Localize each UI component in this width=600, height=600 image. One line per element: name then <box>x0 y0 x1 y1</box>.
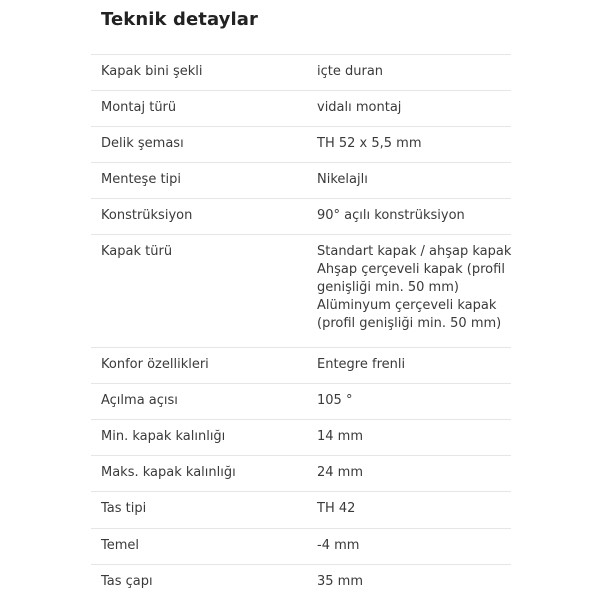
spec-value <box>317 171 517 189</box>
spec-value <box>317 500 517 518</box>
spec-value-line: TH 42 <box>317 501 356 516</box>
spec-value <box>317 135 517 153</box>
spec-value-line: (profil genişliği min. 50 mm) <box>317 316 502 331</box>
spec-label: Tas çapı <box>101 574 153 589</box>
spec-row-acilma-acisi <box>91 383 511 419</box>
spec-value-line: Standart kapak / ahşap kapak <box>317 244 512 259</box>
spec-value-line: içte duran <box>317 64 384 79</box>
spec-row-mentese-tipi <box>91 162 511 198</box>
spec-value <box>317 537 517 555</box>
spec-label: Menteşe tipi <box>101 172 182 187</box>
spec-label: Delik şeması <box>101 136 184 151</box>
spec-value <box>317 63 517 81</box>
spec-value-line: Alüminyum çerçeveli kapak <box>317 298 497 313</box>
spec-row-maks-kapak-kalinligi <box>91 455 511 491</box>
spec-label: Konfor özellikleri <box>101 357 209 372</box>
spec-row-tas-tipi <box>91 491 511 528</box>
spec-row-temel <box>91 528 511 564</box>
spec-value <box>317 392 517 410</box>
spec-row-konstruksiyon <box>91 198 511 234</box>
spec-value-line: Ahşap çerçeveli kapak (profil <box>317 262 505 277</box>
spec-value <box>317 464 517 482</box>
spec-value-line: Nikelajlı <box>317 172 368 187</box>
spec-value-line: 90° açılı konstrüksiyon <box>317 208 465 223</box>
section-title: Teknik detaylar <box>101 9 259 30</box>
spec-label: Konstrüksiyon <box>101 208 193 223</box>
spec-label: Montaj türü <box>101 100 177 115</box>
spec-value-line: 24 mm <box>317 465 364 480</box>
spec-value-line: 14 mm <box>317 429 364 444</box>
spec-table <box>91 54 511 600</box>
spec-value-line: -4 mm <box>317 538 360 553</box>
spec-row-montaj-turu <box>91 90 511 126</box>
spec-value <box>317 243 517 333</box>
spec-label: Kapak türü <box>101 244 173 259</box>
spec-value-line: vidalı montaj <box>317 100 402 115</box>
spec-value-line: genişliği min. 50 mm) <box>317 280 459 295</box>
spec-label: Maks. kapak kalınlığı <box>101 465 236 480</box>
spec-row-kapak-bini-sekli <box>91 54 511 90</box>
spec-value <box>317 99 517 117</box>
spec-row-kapak-turu <box>91 234 511 347</box>
spec-row-konfor-ozellikleri <box>91 347 511 383</box>
spec-value-line: 105 ° <box>317 393 353 408</box>
spec-value <box>317 356 517 374</box>
spec-value-line: TH 52 x 5,5 mm <box>317 136 422 151</box>
spec-value <box>317 428 517 446</box>
spec-row-delik-semasi <box>91 126 511 162</box>
spec-value <box>317 573 517 591</box>
spec-value-line: 35 mm <box>317 574 364 589</box>
spec-row-min-kapak-kalinligi <box>91 419 511 455</box>
spec-row-tas-capi <box>91 564 511 600</box>
spec-value <box>317 207 517 225</box>
spec-label: Tas tipi <box>101 501 147 516</box>
spec-label: Kapak bini şekli <box>101 64 203 79</box>
spec-value-line: Entegre frenli <box>317 357 406 372</box>
spec-label: Temel <box>101 538 140 553</box>
spec-label: Açılma açısı <box>101 393 178 408</box>
spec-label: Min. kapak kalınlığı <box>101 429 226 444</box>
